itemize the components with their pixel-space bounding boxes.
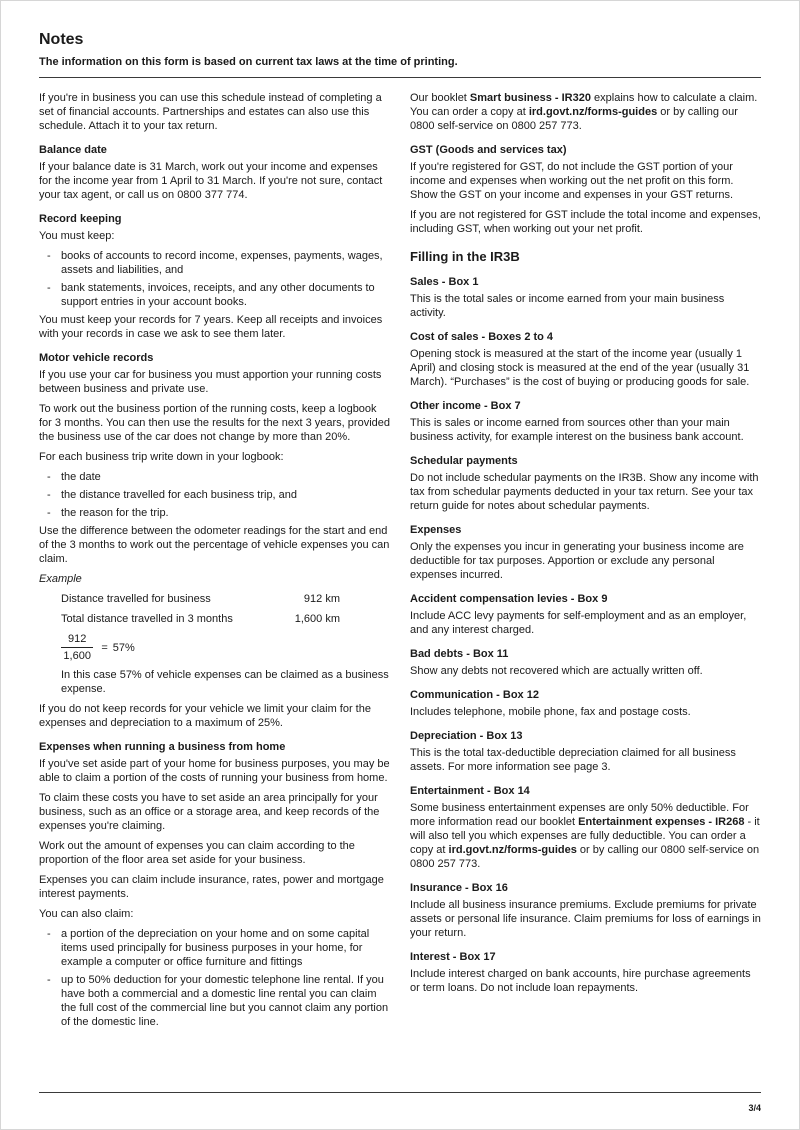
bullet-dash: - <box>47 507 51 519</box>
right-column <box>410 91 761 1033</box>
text-run: Some business entertainment expenses are only 50% deductible. For more information read our booklet <box>410 802 749 828</box>
insurance-text: Include all business insurance premiums. Exclude premiums for private assets or personal life insurance. Claim premiums for loss of earnings in your return. <box>410 899 761 939</box>
two-column-layout <box>39 91 761 1033</box>
left-column <box>39 91 390 1033</box>
interest-heading: Interest - Box 17 <box>410 951 496 963</box>
example-row-value: 1,600 km <box>294 613 340 625</box>
example-row-label: Total distance travelled in 3 months <box>61 613 233 625</box>
tax-law-note: The information on this form is based on current tax laws at the time of printing. <box>39 56 458 68</box>
communication-heading: Communication - Box 12 <box>410 689 539 701</box>
bad-debts-heading: Bad debts - Box 11 <box>410 648 509 660</box>
interest-text: Include interest charged on bank accounts, hire purchase agreements or term loans. Do not include loan repayments. <box>410 968 751 994</box>
example-fraction <box>39 632 390 663</box>
page-number: 3/4 <box>748 1103 761 1113</box>
acc-levies-heading: Accident compensation levies - Box 9 <box>410 593 608 605</box>
fraction-result: 57% <box>112 641 135 654</box>
motor-vehicle-text-3: For each business trip write down in your logbook: <box>39 451 284 463</box>
home-business-text-3: Work out the amount of expenses you can claim according to the proportion of the floor area set aside for your business. <box>39 840 355 866</box>
fraction <box>61 632 93 663</box>
text-run: - it will also tell you which expenses are fully deductible. You can order a copy at <box>410 816 760 856</box>
list-item-text: a portion of the depreciation on your home and on some capital items used principally for business purposes in your home, for example a computer or office furniture and fittings <box>61 928 370 968</box>
depreciation-text: This is the total tax-deductible depreciation claimed for all business assets. For more information see page 3. <box>410 747 736 773</box>
home-business-text-1: If you've set aside part of your home for business purposes, you may be able to claim a portion of the costs of running your business from home. <box>39 758 390 784</box>
equals-sign: = <box>101 641 108 654</box>
acc-levies-text: Include ACC levy payments for self-employment and as an employer, and any interest charged. <box>410 610 747 636</box>
text-run: or by calling our 0800 self-service on 0800 257 773. <box>410 106 738 132</box>
footer-rule <box>39 1092 761 1093</box>
ird-url: ird.govt.nz/forms-guides <box>448 844 577 856</box>
header-rule <box>39 77 761 78</box>
list-item-text: up to 50% deduction for your domestic telephone line rental. If you have both a commercial and a domestic line rental you can claim the full cost of the commercial line but you cannot claim any portion of the domestic line. <box>61 974 389 1028</box>
motor-vehicle-heading: Motor vehicle records <box>39 352 154 364</box>
record-keeping-note: You must keep your records for 7 years. Keep all receipts and invoices with your records in case we ask to see them later. <box>39 314 383 340</box>
expenses-text: Only the expenses you incur in generating your business income are deductible for tax purposes. Apportion or exclude any personal expenses incurred. <box>410 541 744 581</box>
list-item <box>39 506 390 520</box>
record-keeping-intro: You must keep: <box>39 230 115 242</box>
motor-vehicle-text-4: Use the difference between the odometer readings for the start and end of the 3 months to work out the percentage of vehicle expenses you can claim. <box>39 525 390 565</box>
home-business-heading: Expenses when running a business from home <box>39 741 286 753</box>
bullet-dash: - <box>47 974 51 986</box>
bullet-dash: - <box>47 471 51 483</box>
example-row-label: Distance travelled for business <box>61 593 211 605</box>
cost-of-sales-heading: Cost of sales - Boxes 2 to 4 <box>410 331 554 343</box>
example-label: Example <box>39 573 82 585</box>
list-item-text: the distance travelled for each business trip, and <box>61 489 298 501</box>
gst-text-1: If you're registered for GST, do not include the GST portion of your income and expenses when working out the net profit on this form. Show the GST on your income and expenses in your GST returns. <box>410 161 734 201</box>
sales-box1-heading: Sales - Box 1 <box>410 276 479 288</box>
booklet-name: Smart business - IR320 <box>469 92 591 104</box>
entertainment-text <box>410 801 761 871</box>
sales-box1-text: This is the total sales or income earned from your main business activity. <box>410 293 725 319</box>
list-item-text: books of accounts to record income, expenses, payments, wages, assets and liabilities, and <box>61 250 383 276</box>
list-item-text: the reason for the trip. <box>61 507 169 519</box>
motor-vehicle-text-2: To work out the business portion of the running costs, keep a logbook for 3 months. You can then use the results for the next 3 years, provided the business use of the car does not change by more than 20%. <box>39 403 390 443</box>
expenses-heading: Expenses <box>410 524 462 536</box>
motor-vehicle-text-1: If you use your car for business you must apportion your running costs between business and private use. <box>39 369 382 395</box>
home-business-text-5: You can also claim: <box>39 908 134 920</box>
schedular-payments-heading: Schedular payments <box>410 455 518 467</box>
text-run: Our booklet <box>410 92 470 104</box>
list-item-text: bank statements, invoices, receipts, and any other documents to support entries in your account books. <box>61 282 375 308</box>
bullet-dash: - <box>47 282 51 294</box>
bullet-dash: - <box>47 489 51 501</box>
smart-business-booklet-note <box>410 91 761 133</box>
list-item <box>39 927 390 969</box>
schedular-payments-text: Do not include schedular payments on the IR3B. Show any income with tax from schedular payments deducted in your tax return. See your tax return guide for notes about schedular payments. <box>410 472 759 512</box>
example-row <box>39 612 390 626</box>
page-title: Notes <box>39 31 84 48</box>
insurance-heading: Insurance - Box 16 <box>410 882 508 894</box>
balance-date-text: If your balance date is 31 March, work out your income and expenses for the income year from 1 April to 31 March. If you're not sure, contact your tax agent, or call us on 0800 377 774. <box>39 161 383 201</box>
example-conclusion: In this case 57% of vehicle expenses can be claimed as a business expense. <box>61 669 389 695</box>
list-item <box>39 488 390 502</box>
ird-url: ird.govt.nz/forms-guides <box>528 106 658 118</box>
text-run: or by calling our 0800 self-service on 0800 257 773. <box>410 844 760 870</box>
depreciation-heading: Depreciation - Box 13 <box>410 730 523 742</box>
cost-of-sales-text: Opening stock is measured at the start of the income year (usually 1 April) and closing stock is measured at the end of the year (usually 31 March). “Purchases” is the cost of buying or producing goods for sale. <box>410 348 750 388</box>
bullet-dash: - <box>47 250 51 262</box>
bad-debts-text: Show any debts not recovered which are actually written off. <box>410 665 703 677</box>
text-run: explains how to calculate a claim. You can order a copy at <box>410 92 758 118</box>
example-row <box>39 592 390 606</box>
filling-in-ir3b-heading: Filling in the IR3B <box>410 249 520 264</box>
fraction-numerator: 912 <box>61 632 93 648</box>
list-item <box>39 249 390 277</box>
list-item <box>39 281 390 309</box>
example-row-value: 912 km <box>303 593 340 605</box>
communication-text: Includes telephone, mobile phone, fax and postage costs. <box>410 706 691 718</box>
entertainment-heading: Entertainment - Box 14 <box>410 785 530 797</box>
motor-vehicle-text-6: If you do not keep records for your vehicle we limit your claim for the expenses and depreciation to a maximum of 25%. <box>39 703 371 729</box>
fraction-denominator: 1,600 <box>63 650 91 662</box>
list-item-text: the date <box>61 471 101 483</box>
gst-heading: GST (Goods and services tax) <box>410 144 567 156</box>
intro-paragraph: If you're in business you can use this schedule instead of completing a set of financial accounts. Partnerships and estates can also use this schedule. Attach it to your tax return. <box>39 92 382 132</box>
gst-text-2: If you are not registered for GST include the total income and expenses, including GST, when working out your net profit. <box>410 209 761 235</box>
record-keeping-heading: Record keeping <box>39 213 122 225</box>
other-income-text: This is sales or income earned from sources other than your main business activity, for example interest on the business bank account. <box>410 417 744 443</box>
other-income-heading: Other income - Box 7 <box>410 400 521 412</box>
booklet-name: Entertainment expenses - IR268 <box>578 816 745 828</box>
balance-date-heading: Balance date <box>39 144 107 156</box>
home-business-text-4: Expenses you can claim include insurance, rates, power and mortgage interest payments. <box>39 874 384 900</box>
list-item <box>39 973 390 1029</box>
list-item <box>39 470 390 484</box>
home-business-text-2: To claim these costs you have to set aside an area principally for your business, such as an office or a storage area, and keep records of the expenses you're claiming. <box>39 792 380 832</box>
bullet-dash: - <box>47 928 51 940</box>
